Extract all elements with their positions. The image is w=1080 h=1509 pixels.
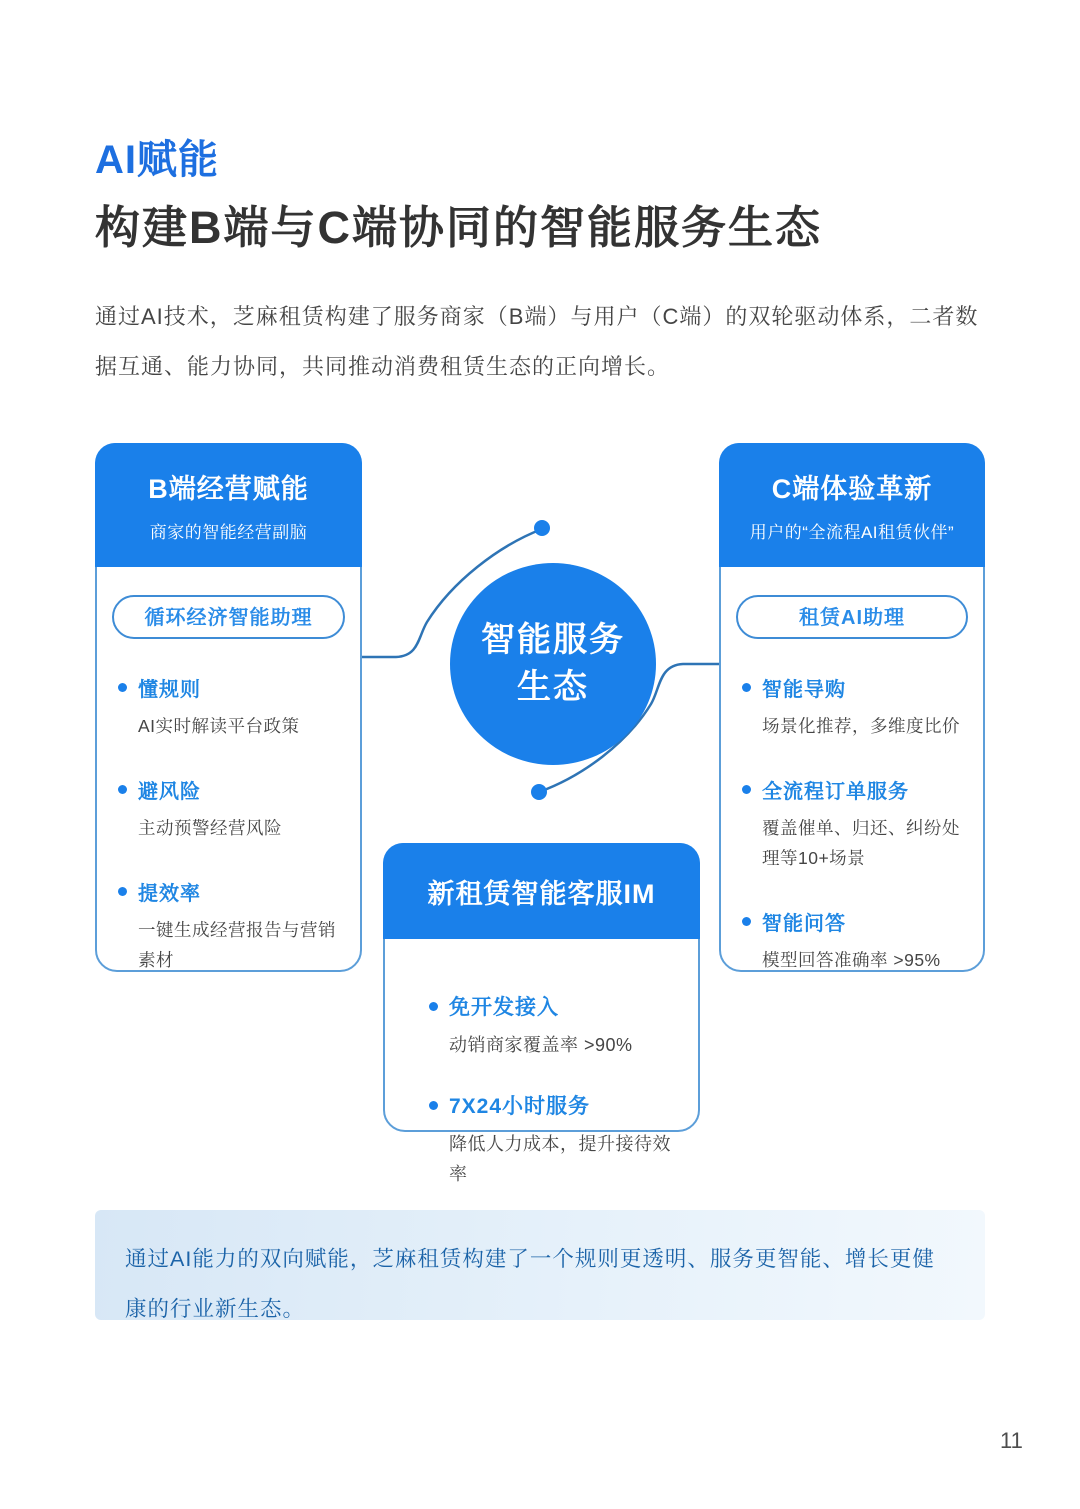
bullet-icon — [118, 785, 127, 794]
item-title: 提效率 — [138, 883, 201, 905]
card-c-body — [721, 567, 983, 975]
bullet-icon — [118, 887, 127, 896]
item-desc: AI实时解读平台政策 — [138, 716, 300, 736]
item-title: 避风险 — [138, 781, 201, 803]
list-item — [429, 991, 680, 1060]
card-b-title: B端经营赋能 — [148, 474, 309, 504]
item-desc: 场景化推荐，多维度比价 — [762, 716, 960, 736]
item-desc: 主动预警经营风险 — [138, 818, 282, 838]
item-title: 懂规则 — [138, 679, 201, 701]
list-item — [112, 775, 345, 843]
item-desc: 覆盖催单、归还、纠纷处理等10+场景 — [762, 818, 960, 868]
list-item — [736, 775, 968, 873]
card-c-pill: 租赁AI助理 — [736, 595, 968, 639]
bullet-icon — [742, 785, 751, 794]
bullet-icon — [118, 683, 127, 692]
item-desc: 动销商家覆盖率 >90% — [449, 1035, 633, 1055]
card-b-body — [97, 567, 360, 975]
section-label: AI赋能 — [95, 138, 219, 182]
connector-dot-top — [534, 520, 550, 536]
center-circle-line1: 智能服务 — [481, 621, 625, 659]
summary-box: 通过AI能力的双向赋能，芝麻租赁构建了一个规则更透明、服务更智能、增长更健康的行业新生态。 — [95, 1210, 985, 1320]
card-im-title: 新租赁智能客服IM — [427, 878, 656, 909]
card-im-header — [383, 843, 700, 939]
item-desc: 降低人力成本，提升接待效率 — [449, 1134, 671, 1184]
bullet-icon — [429, 1101, 438, 1110]
bullet-icon — [742, 683, 751, 692]
bullet-icon — [429, 1002, 438, 1011]
card-c-header — [719, 443, 985, 567]
card-b-side — [95, 443, 362, 972]
card-b-pill: 循环经济智能助理 — [112, 595, 345, 639]
item-title: 7X24小时服务 — [449, 1095, 591, 1118]
card-c-side — [719, 443, 985, 972]
card-b-subtitle: 商家的智能经营副脑 — [149, 523, 308, 542]
list-item — [429, 1090, 680, 1189]
item-title: 全流程订单服务 — [762, 781, 909, 803]
page-number: 11 — [1000, 1428, 1023, 1453]
page-title: 构建B端与C端协同的智能服务生态 — [95, 202, 822, 253]
card-c-title: C端体验革新 — [771, 474, 933, 504]
card-im-service — [383, 843, 700, 1184]
card-im-body — [385, 939, 698, 1189]
card-b-header — [95, 443, 362, 567]
center-ecosystem-circle — [450, 563, 656, 765]
intro-paragraph: 通过AI技术，芝麻租赁构建了服务商家（B端）与用户（C端）的双轮驱动体系，二者数据互通、能力协同，共同推动消费租赁生态的正向增长。 — [95, 304, 979, 379]
list-item — [736, 907, 968, 975]
item-title: 智能问答 — [762, 913, 846, 935]
card-c-subtitle: 用户的“全流程AI租赁伙伴” — [749, 523, 955, 542]
item-title: 免开发接入 — [449, 996, 559, 1019]
item-desc: 一键生成经营报告与营销素材 — [138, 920, 336, 970]
bullet-icon — [742, 917, 751, 926]
item-desc: 模型回答准确率 >95% — [762, 950, 941, 970]
center-circle-line2: 生态 — [517, 668, 589, 706]
list-item — [736, 673, 968, 741]
list-item — [112, 877, 345, 975]
list-item — [112, 673, 345, 741]
item-title: 智能导购 — [762, 679, 846, 701]
connector-dot-bottom — [531, 784, 547, 800]
